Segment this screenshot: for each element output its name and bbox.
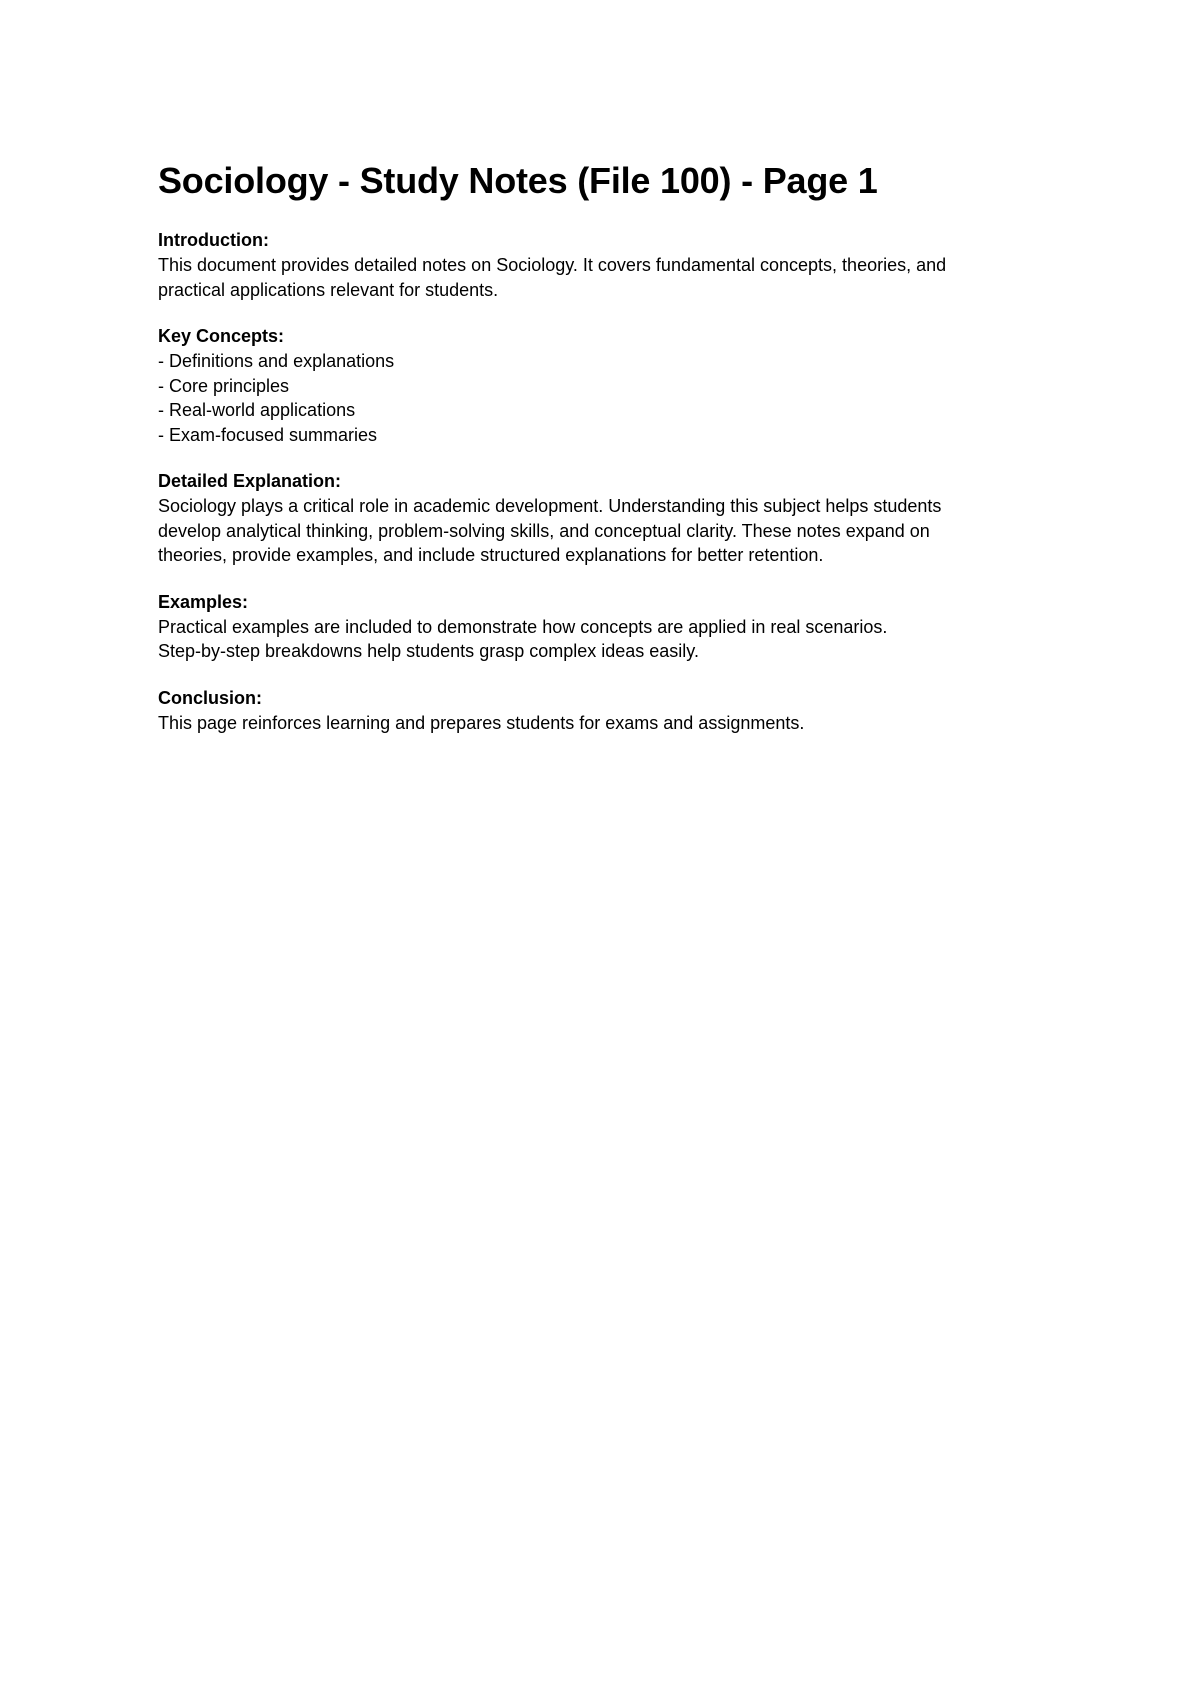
conclusion-section <box>158 686 1058 736</box>
key-concepts-heading: Key Concepts: <box>158 326 285 346</box>
list-item: - Exam-focused summaries <box>158 424 378 445</box>
text-line: Step-by-step breakdowns help students grasp complex ideas easily. <box>158 641 699 661</box>
text-line: This page reinforces learning and prepares students for exams and assignments. <box>158 712 805 733</box>
key-concepts-list <box>158 349 1058 447</box>
text-line: practical applications relevant for students. <box>158 279 499 300</box>
detailed-explanation-heading: Detailed Explanation: <box>158 471 342 491</box>
examples-heading: Examples: <box>158 591 249 612</box>
introduction-text <box>158 253 1058 302</box>
page-title: Sociology - Study Notes (File 100) - Page 1 <box>158 160 878 201</box>
text-line: Sociology plays a critical role in academic development. Understanding this subject helps students <box>158 496 942 516</box>
introduction-section <box>158 228 1058 302</box>
conclusion-text <box>158 711 1058 736</box>
text-line: develop analytical thinking, problem-solving skills, and conceptual clarity. These notes expand on <box>158 520 930 541</box>
introduction-heading: Introduction: <box>158 230 269 250</box>
text-line: Practical examples are included to demonstrate how concepts are applied in real scenarios. <box>158 616 888 637</box>
list-item: - Core principles <box>158 375 290 396</box>
list-item: - Definitions and explanations <box>158 351 395 371</box>
examples-section <box>158 590 1058 664</box>
examples-text <box>158 615 1058 664</box>
text-line: theories, provide examples, and include structured explanations for better retention. <box>158 545 824 565</box>
text-line: This document provides detailed notes on Sociology. It covers fundamental concepts, theories, and <box>158 255 947 275</box>
key-concepts-section <box>158 324 1058 447</box>
detailed-explanation-text <box>158 494 1058 568</box>
list-item: - Real-world applications <box>158 400 356 420</box>
detailed-explanation-section <box>158 469 1058 568</box>
conclusion-heading: Conclusion: <box>158 687 262 708</box>
page-content <box>158 158 1058 757</box>
